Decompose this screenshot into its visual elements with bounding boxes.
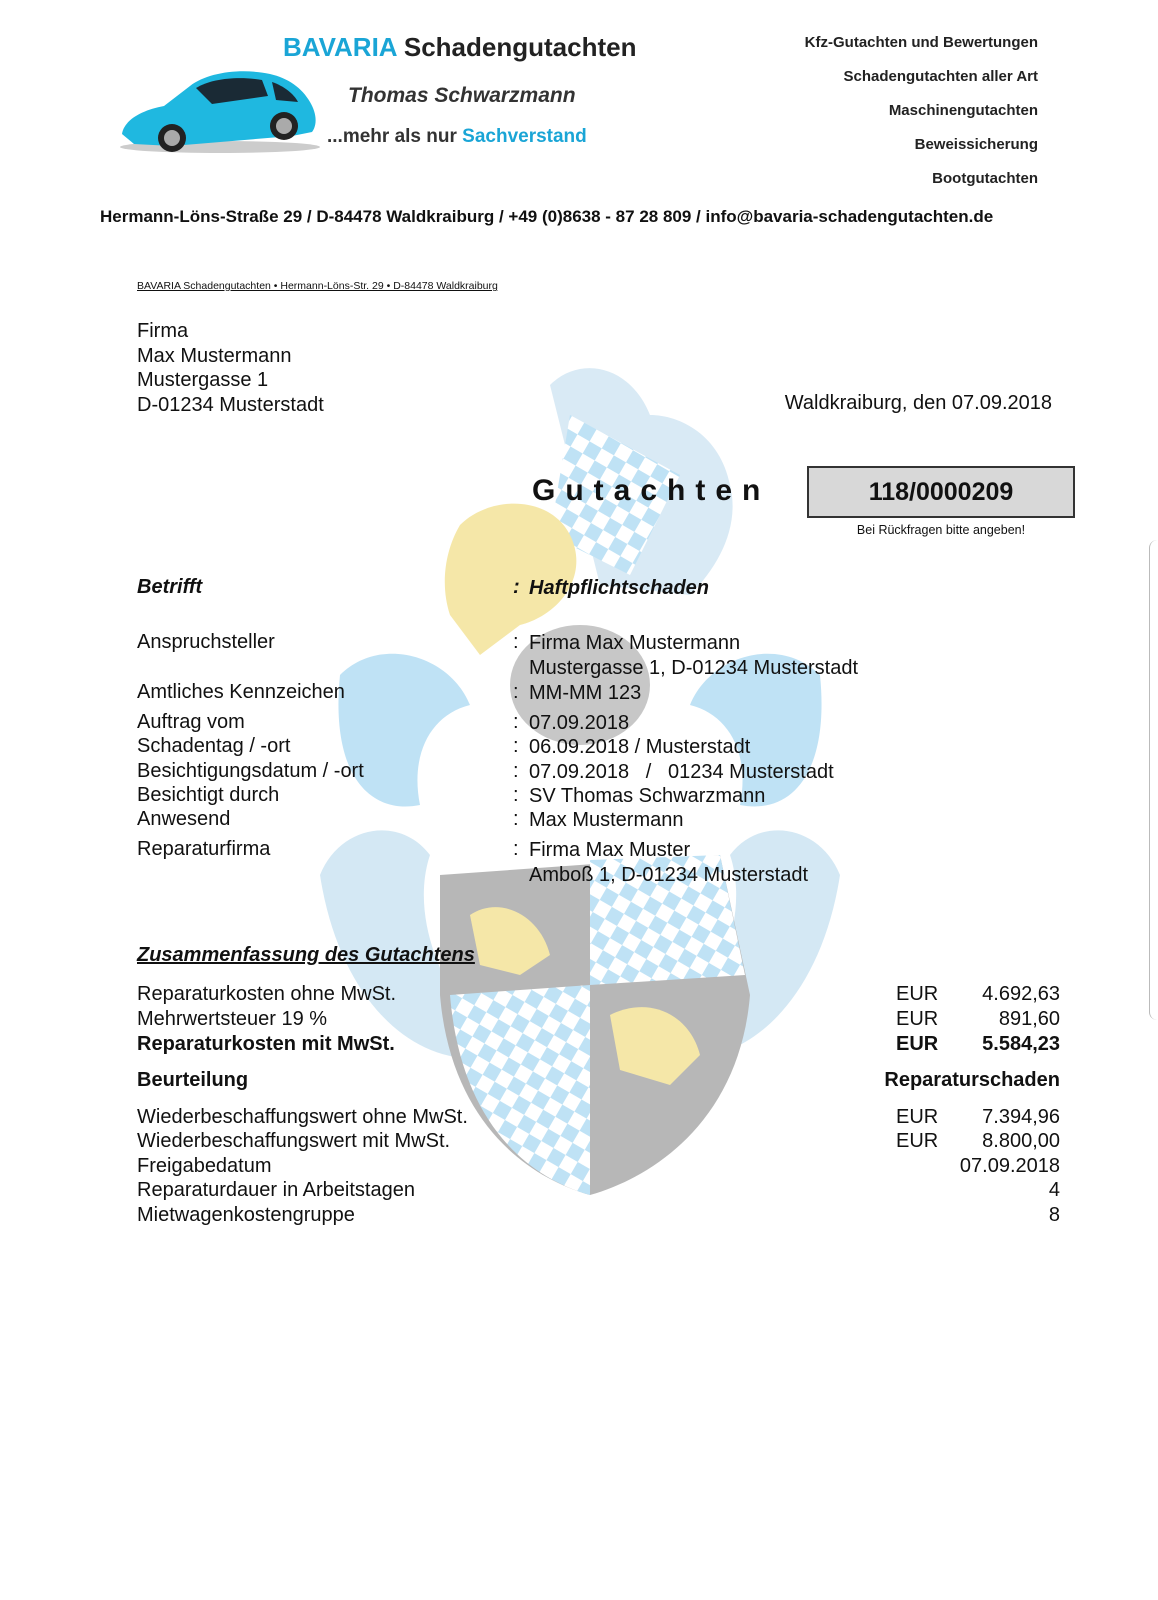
besichtigung-value: 07.09.2018 / 01234 Musterstadt: [529, 761, 834, 783]
recipient-address: [137, 319, 324, 417]
reference-number: 118/0000209: [868, 477, 1014, 506]
car-logo: [112, 52, 327, 157]
reparaturfirma-line: Firma Max Muster: [529, 839, 691, 861]
services-list: [805, 34, 1038, 204]
colon: :: [513, 808, 519, 830]
mwst-value: 891,60: [998, 1008, 1060, 1030]
mietwagen-label: Mietwagenkostengruppe: [137, 1204, 355, 1226]
currency: EUR: [896, 1130, 939, 1152]
recipient-line: Mustergasse 1: [137, 369, 269, 391]
brand-name: [283, 32, 636, 63]
colon: :: [513, 576, 520, 598]
slogan-part2: Sachverstand: [462, 126, 587, 147]
beurteilung-label: Beurteilung: [137, 1069, 249, 1091]
owner-name: Thomas Schwarzmann: [348, 84, 576, 107]
brand-name-part1: BAVARIA: [283, 32, 397, 62]
anspruchsteller-line: Firma Max Mustermann: [529, 632, 741, 654]
colon: :: [513, 784, 519, 806]
brand-name-part2: Schadengutachten: [403, 32, 637, 62]
colon: :: [513, 760, 519, 782]
scrollbar[interactable]: [1149, 540, 1158, 1020]
freigabe-value: 07.09.2018: [959, 1155, 1060, 1177]
auftrag-value: 07.09.2018: [529, 712, 630, 734]
company-address: Hermann-Löns-Straße 29 / D-84478 Waldkraiburg / +49 (0)8638 - 87 28 809 / info@bavaria-schadengutachten.de: [100, 207, 994, 226]
wbw-ohne-value: 7.394,96: [982, 1106, 1060, 1128]
freigabe-label: Freigabedatum: [137, 1155, 272, 1177]
anwesend-label: Anwesend: [137, 808, 231, 830]
rk-ohne-value: 4.692,63: [982, 983, 1060, 1005]
dauer-label: Reparaturdauer in Arbeitstagen: [137, 1179, 415, 1201]
reparaturfirma-line: Amboß 1, D-01234 Musterstadt: [529, 863, 809, 886]
currency: EUR: [896, 1106, 939, 1128]
rk-ohne-label: Reparaturkosten ohne MwSt.: [137, 983, 397, 1005]
currency: EUR: [896, 983, 939, 1005]
beurteilung-value: Reparaturschaden: [884, 1069, 1060, 1091]
mietwagen-value: 8: [1048, 1204, 1060, 1226]
colon: :: [513, 631, 519, 653]
betrifft-label: Betrifft: [137, 576, 203, 598]
colon: :: [513, 735, 519, 757]
place-date: Waldkraiburg, den 07.09.2018: [784, 392, 1052, 414]
rk-mit-label: Reparaturkosten mit MwSt.: [137, 1033, 395, 1055]
mwst-label: Mehrwertsteuer 19 %: [137, 1008, 328, 1030]
schadentag-value: 06.09.2018 / Musterstadt: [529, 736, 751, 758]
reparaturfirma-label: Reparaturfirma: [137, 838, 271, 860]
reparaturfirma-value: [529, 838, 808, 887]
currency: EUR: [896, 1033, 939, 1055]
service-item: Kfz-Gutachten und Bewertungen: [804, 34, 1038, 51]
service-item: Bootgutachten: [932, 170, 1038, 187]
summary-heading: Zusammenfassung des Gutachtens: [137, 944, 475, 966]
colon: :: [513, 711, 519, 733]
recipient-line: Max Mustermann: [137, 344, 292, 367]
recipient-line: D-01234 Musterstadt: [137, 393, 324, 416]
wbw-ohne-label: Wiederbeschaffungswert ohne MwSt.: [137, 1106, 468, 1128]
kennzeichen-label: Amtliches Kennzeichen: [137, 681, 345, 703]
besichtigung-label: Besichtigungsdatum / -ort: [137, 760, 364, 782]
colon: :: [513, 681, 519, 703]
anwesend-value: Max Mustermann: [529, 809, 684, 831]
schadentag-label: Schadentag / -ort: [137, 735, 291, 757]
dauer-value: 4: [1048, 1179, 1060, 1201]
rk-mit-value: 5.584,23: [982, 1033, 1060, 1055]
recipient-line: Firma: [137, 320, 189, 342]
wbw-mit-value: 8.800,00: [982, 1130, 1060, 1152]
document-title: Gutachten: [532, 474, 771, 507]
anspruchsteller-line: Mustergasse 1, D-01234 Musterstadt: [529, 656, 859, 679]
currency: EUR: [896, 1008, 939, 1030]
anspruchsteller-value: [529, 631, 858, 680]
auftrag-label: Auftrag vom: [137, 711, 245, 733]
slogan-part1: ...mehr als nur: [327, 126, 457, 147]
anspruchsteller-label: Anspruchsteller: [137, 631, 275, 653]
betrifft-value: Haftpflichtschaden: [529, 577, 710, 599]
service-item: Beweissicherung: [914, 136, 1038, 153]
colon: :: [513, 838, 519, 860]
sender-line: BAVARIA Schadengutachten • Hermann-Löns-Str. 29 • D-84478 Waldkraiburg: [137, 280, 498, 292]
service-item: Maschinengutachten: [888, 102, 1038, 119]
slogan: [327, 126, 587, 148]
reference-number-box: [807, 466, 1075, 518]
wbw-mit-label: Wiederbeschaffungswert mit MwSt.: [137, 1130, 451, 1152]
besichtigt-value: SV Thomas Schwarzmann: [529, 785, 766, 807]
reference-note: Bei Rückfragen bitte angeben!: [856, 523, 1026, 537]
besichtigt-label: Besichtigt durch: [137, 784, 280, 806]
kennzeichen-value: MM-MM 123: [529, 682, 642, 704]
service-item: Schadengutachten aller Art: [843, 68, 1038, 85]
